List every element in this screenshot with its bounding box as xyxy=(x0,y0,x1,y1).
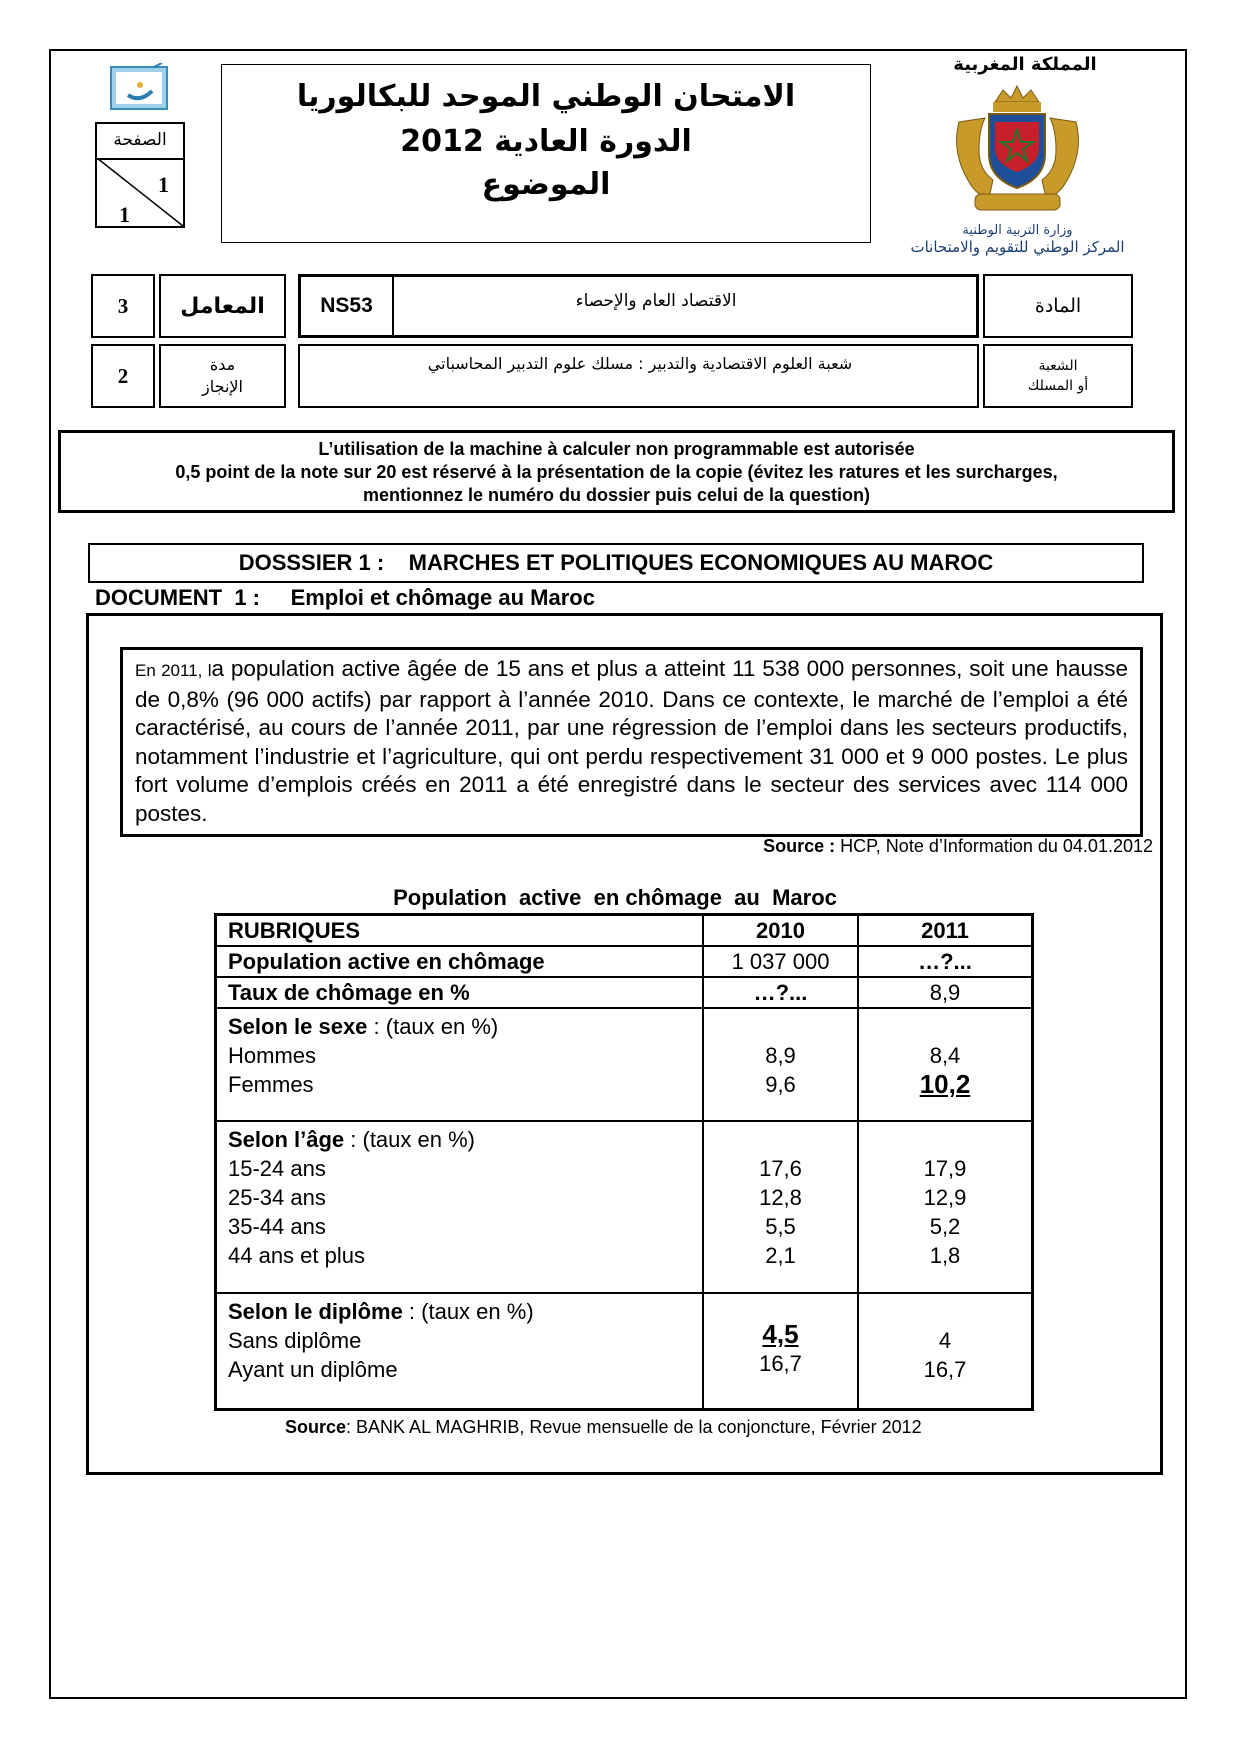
document-title: Emploi et chômage au Maroc xyxy=(290,585,595,610)
duration-label xyxy=(159,344,286,408)
branch-label-line1: الشعبة xyxy=(1038,358,1078,374)
sexe-2011 xyxy=(858,1008,1033,1121)
cell-value: 9,6 xyxy=(765,1072,796,1097)
age-labels xyxy=(216,1121,704,1293)
cell-value: 8,4 xyxy=(929,1043,961,1068)
cell-value: 8,9 xyxy=(858,977,1033,1008)
cell-value: 12,8 xyxy=(759,1185,802,1210)
cell-value: 16,7 xyxy=(923,1357,967,1382)
table-row-diplome xyxy=(216,1293,1033,1409)
cell-value: 17,6 xyxy=(759,1156,802,1181)
subject-code: NS53 xyxy=(301,277,394,335)
table-row xyxy=(216,977,1033,1008)
text-lead: En 2011, l xyxy=(135,661,212,680)
diplome-2011 xyxy=(858,1293,1033,1409)
subject-label: المادة xyxy=(983,274,1133,338)
table-row-age xyxy=(216,1121,1033,1293)
cell-value: 12,9 xyxy=(923,1185,967,1210)
cell-value: 5,5 xyxy=(765,1214,796,1239)
row-label: Taux de chômage en % xyxy=(216,977,704,1008)
document-heading xyxy=(95,585,595,611)
sexe-2010 xyxy=(703,1008,858,1121)
cell-value: 5,2 xyxy=(929,1214,961,1239)
page-total: 1 xyxy=(119,202,130,227)
duration-value: 2 xyxy=(91,344,155,408)
duration-label-line2: الإنجاز xyxy=(202,377,243,396)
row-label: Population active en chômage xyxy=(216,946,704,977)
subject-name: الاقتصاد العام والإحصاء xyxy=(575,291,737,311)
table-row xyxy=(216,946,1033,977)
age-2011 xyxy=(858,1121,1033,1293)
ministry-line1: وزارة التربية الوطنية xyxy=(962,223,1073,238)
table-source-value: : BANK AL MAGHRIB, Revue mensuelle de la conjoncture, Février 2012 xyxy=(346,1417,922,1437)
text-source xyxy=(763,836,1153,857)
table-source xyxy=(285,1417,922,1438)
cell-value: 1 037 000 xyxy=(703,946,858,977)
ministry-label xyxy=(890,222,1145,256)
branch-label-line2: أو المسلك xyxy=(1027,378,1089,394)
age-label: 15-24 ans xyxy=(228,1156,326,1181)
header-2011: 2011 xyxy=(858,915,1033,947)
branch-name: شعبة العلوم الاقتصادية والتدبير : مسلك علوم التدبير المحاسباتي xyxy=(427,354,853,373)
sexe-labels xyxy=(216,1008,704,1121)
cell-value: 4 xyxy=(938,1328,952,1353)
diplome-title: Selon le diplôme xyxy=(228,1299,403,1324)
cell-value-highlight: 10,2 xyxy=(919,1069,971,1099)
age-label: 44 ans et plus xyxy=(228,1243,365,1268)
branch-label xyxy=(983,344,1133,408)
cell-value: 16,7 xyxy=(759,1351,802,1376)
instruction-line1: L’utilisation de la machine à calculer non programmable est autorisée xyxy=(318,439,915,459)
table-row-sexe xyxy=(216,1008,1033,1121)
table-source-label: Source xyxy=(285,1417,347,1437)
exam-title-box xyxy=(221,64,871,243)
branch-box xyxy=(298,344,979,408)
cell-value: 2,1 xyxy=(765,1243,796,1268)
diplome-unit: : (taux en %) xyxy=(402,1299,534,1324)
unemployment-table xyxy=(214,913,1034,1411)
age-2010 xyxy=(703,1121,858,1293)
kingdom-label: المملكة المغربية xyxy=(953,54,1097,75)
sexe-label: Hommes xyxy=(228,1043,317,1068)
diplome-labels xyxy=(216,1293,704,1409)
table-title: Population active en chômage au Maroc xyxy=(393,885,837,910)
page-number-box xyxy=(95,122,185,228)
header-rubriques: RUBRIQUES xyxy=(216,915,704,947)
instruction-line3: mentionnez le numéro du dossier puis celui de la question) xyxy=(362,485,871,505)
instructions-box xyxy=(58,430,1175,513)
diplome-2010 xyxy=(703,1293,858,1409)
sexe-unit: : (taux en %) xyxy=(367,1014,499,1039)
instruction-line2: 0,5 point de la note sur 20 est réservé à la présentation de la copie (évitez les ratures et les surcharges, xyxy=(175,462,1058,482)
cell-value: …?... xyxy=(703,977,858,1008)
document-label: DOCUMENT 1 : xyxy=(95,585,260,610)
diplome-label: Sans diplôme xyxy=(228,1328,362,1353)
table-header-row xyxy=(216,915,1033,947)
duration-label-line1: مدة xyxy=(209,355,236,374)
dossier-title: DOSSSIER 1 : MARCHES ET POLITIQUES ECONOMIQUES AU MAROC xyxy=(88,543,1144,583)
subject-box xyxy=(298,274,979,338)
age-title: Selon l’âge xyxy=(228,1127,345,1152)
cell-value: 1,8 xyxy=(929,1243,961,1268)
coefficient-value: 3 xyxy=(91,274,155,338)
diagonal-line xyxy=(97,158,183,226)
ministry-line2: المركز الوطني للتقويم والامتحانات xyxy=(910,238,1125,256)
text-body: a population active âgée de 15 ans et plus a atteint 11 538 000 personnes, soit une hausse de 0,8% (96 000 actifs) par rapport à l’année 2010. Dans ce contexte, le marché de l’emploi a été caractérisé, au cours de l’année 2011, par une régression de l’emploi dans les secteurs productifs, notamment l’industrie et l’agriculture, qui ont perdu respectivement 31 000 et 9 000 postes. Le plus fort volume d’emplois créés en 2011 a été enregistré dans le secteur des services avec 114 000 postes. xyxy=(135,656,1128,826)
header-2010: 2010 xyxy=(703,915,858,947)
age-unit: : (taux en %) xyxy=(344,1127,475,1152)
cell-value: 17,9 xyxy=(923,1156,967,1181)
exam-subject-heading: الموضوع xyxy=(481,167,611,202)
cell-value-highlight: 4,5 xyxy=(762,1319,799,1349)
sexe-label: Femmes xyxy=(228,1072,314,1097)
exam-title: الامتحان الوطني الموحد للبكالوريا xyxy=(296,79,796,114)
sexe-title: Selon le sexe xyxy=(228,1014,368,1039)
page-current: 1 xyxy=(158,172,169,197)
royal-emblem xyxy=(945,82,1090,217)
age-label: 25-34 ans xyxy=(228,1185,326,1210)
exam-session: الدورة العادية 2012 xyxy=(400,124,692,159)
age-label: 35-44 ans xyxy=(228,1214,326,1239)
document-text xyxy=(120,647,1143,837)
text-source-label: Source : xyxy=(763,836,836,856)
diplome-label: Ayant un diplôme xyxy=(228,1357,398,1382)
cell-value: …?... xyxy=(858,946,1033,977)
cell-value: 8,9 xyxy=(765,1043,796,1068)
exam-center-logo xyxy=(110,63,170,111)
coefficient-label: المعامل xyxy=(159,274,286,338)
page-label: الصفحة xyxy=(97,124,183,160)
text-source-value: HCP, Note d’Information du 04.01.2012 xyxy=(835,836,1153,856)
